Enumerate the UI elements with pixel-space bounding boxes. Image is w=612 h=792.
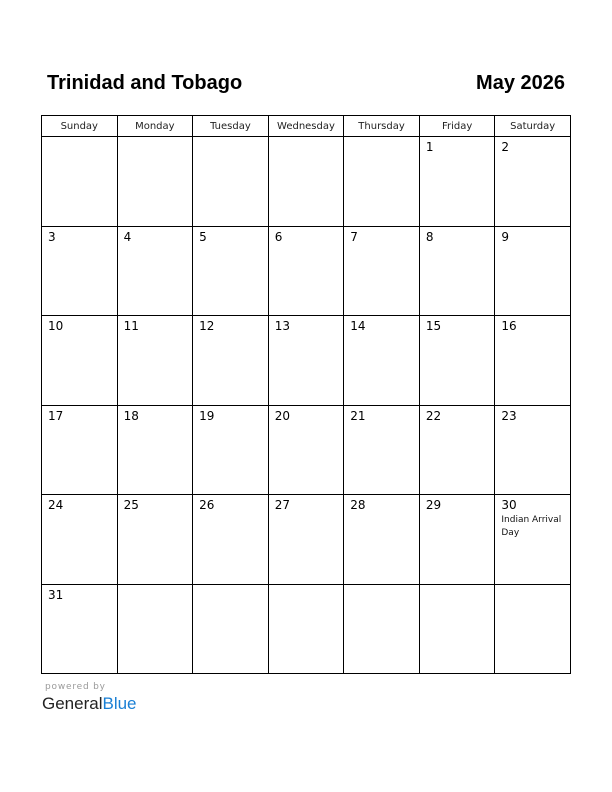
day-cell	[344, 226, 420, 316]
day-cell	[419, 226, 495, 316]
generalblue-logo[interactable]	[42, 694, 137, 714]
day-number: 20	[274, 408, 290, 423]
day-cell	[193, 495, 269, 585]
day-cell	[268, 495, 344, 585]
weekday-friday: Friday	[419, 116, 495, 137]
day-number: 23	[501, 408, 517, 423]
day-cell	[344, 495, 420, 585]
day-number: 9	[501, 229, 510, 244]
day-cell	[495, 495, 571, 585]
day-number: 11	[123, 319, 139, 333]
weekday-monday: Monday	[117, 116, 193, 137]
day-number: 18	[123, 408, 139, 423]
weekday-sunday: Sunday	[42, 116, 118, 137]
day-number: 4	[123, 229, 132, 244]
weekday-tuesday: Tuesday	[193, 116, 269, 137]
month-year-title: May 2026	[476, 72, 565, 94]
day-cell	[193, 137, 269, 227]
day-cell	[419, 495, 495, 585]
day-cell	[495, 584, 571, 674]
week-row	[42, 405, 571, 495]
weekday-header-row	[42, 116, 571, 137]
day-cell	[344, 137, 420, 227]
day-cell	[344, 316, 420, 406]
day-number: 16	[501, 319, 517, 333]
day-number: 8	[425, 229, 434, 244]
day-cell	[42, 226, 118, 316]
day-number: 24	[48, 498, 64, 512]
day-number: 26	[199, 498, 215, 512]
day-cell	[42, 137, 118, 227]
day-cell	[419, 405, 495, 495]
day-cell	[495, 226, 571, 316]
day-number: 21	[350, 408, 366, 423]
day-cell	[42, 405, 118, 495]
day-cell	[117, 495, 193, 585]
calendar-grid	[41, 115, 571, 674]
day-cell	[42, 316, 118, 406]
week-row	[42, 584, 571, 674]
day-cell	[495, 137, 571, 227]
day-number: 6	[274, 229, 283, 244]
weekday-wednesday: Wednesday	[268, 116, 344, 137]
day-number: 28	[350, 498, 366, 512]
weekday-saturday: Saturday	[495, 116, 571, 137]
day-number: 13	[274, 319, 290, 333]
day-number: 5	[199, 229, 207, 244]
day-cell	[268, 137, 344, 227]
day-cell	[193, 226, 269, 316]
day-cell	[117, 316, 193, 406]
day-cell	[419, 316, 495, 406]
day-cell	[117, 584, 193, 674]
day-number: 19	[199, 408, 215, 423]
country-title: Trinidad and Tobago	[47, 72, 243, 94]
day-number: 29	[425, 498, 442, 512]
day-number: 15	[425, 319, 442, 333]
logo-blue-text: Blue	[102, 694, 137, 713]
day-cell	[495, 405, 571, 495]
day-number: 25	[123, 498, 139, 512]
day-cell	[42, 495, 118, 585]
day-cell	[268, 226, 344, 316]
day-cell	[117, 405, 193, 495]
day-cell	[117, 137, 193, 227]
week-row	[42, 316, 571, 406]
week-row	[42, 495, 571, 585]
day-cell	[42, 584, 118, 674]
day-cell	[495, 316, 571, 406]
day-cell	[193, 405, 269, 495]
day-number: 7	[350, 229, 358, 244]
day-cell	[268, 405, 344, 495]
logo-general-text: General	[42, 694, 103, 713]
day-cell	[193, 316, 269, 406]
day-number: 17	[48, 408, 64, 423]
day-cell	[268, 316, 344, 406]
day-cell	[193, 584, 269, 674]
day-number: 10	[48, 319, 64, 333]
powered-by-text: powered by	[45, 682, 106, 692]
day-cell	[344, 405, 420, 495]
day-cell	[268, 584, 344, 674]
week-row	[42, 137, 571, 227]
day-number: 12	[199, 319, 215, 333]
day-number: 27	[274, 498, 290, 512]
day-number: 22	[425, 408, 442, 423]
day-cell	[419, 137, 495, 227]
day-cell	[344, 584, 420, 674]
day-number: 2	[501, 140, 510, 154]
day-number: 1	[425, 140, 434, 154]
day-number: 14	[350, 319, 366, 333]
day-cell	[419, 584, 495, 674]
weekday-thursday: Thursday	[344, 116, 420, 137]
day-number: 30	[501, 498, 517, 512]
footer-branding	[44, 682, 137, 714]
holiday-label: Indian Arrival Day	[501, 515, 562, 538]
day-cell	[117, 226, 193, 316]
day-number: 31	[48, 587, 64, 602]
day-number: 3	[48, 229, 56, 244]
week-row	[42, 226, 571, 316]
